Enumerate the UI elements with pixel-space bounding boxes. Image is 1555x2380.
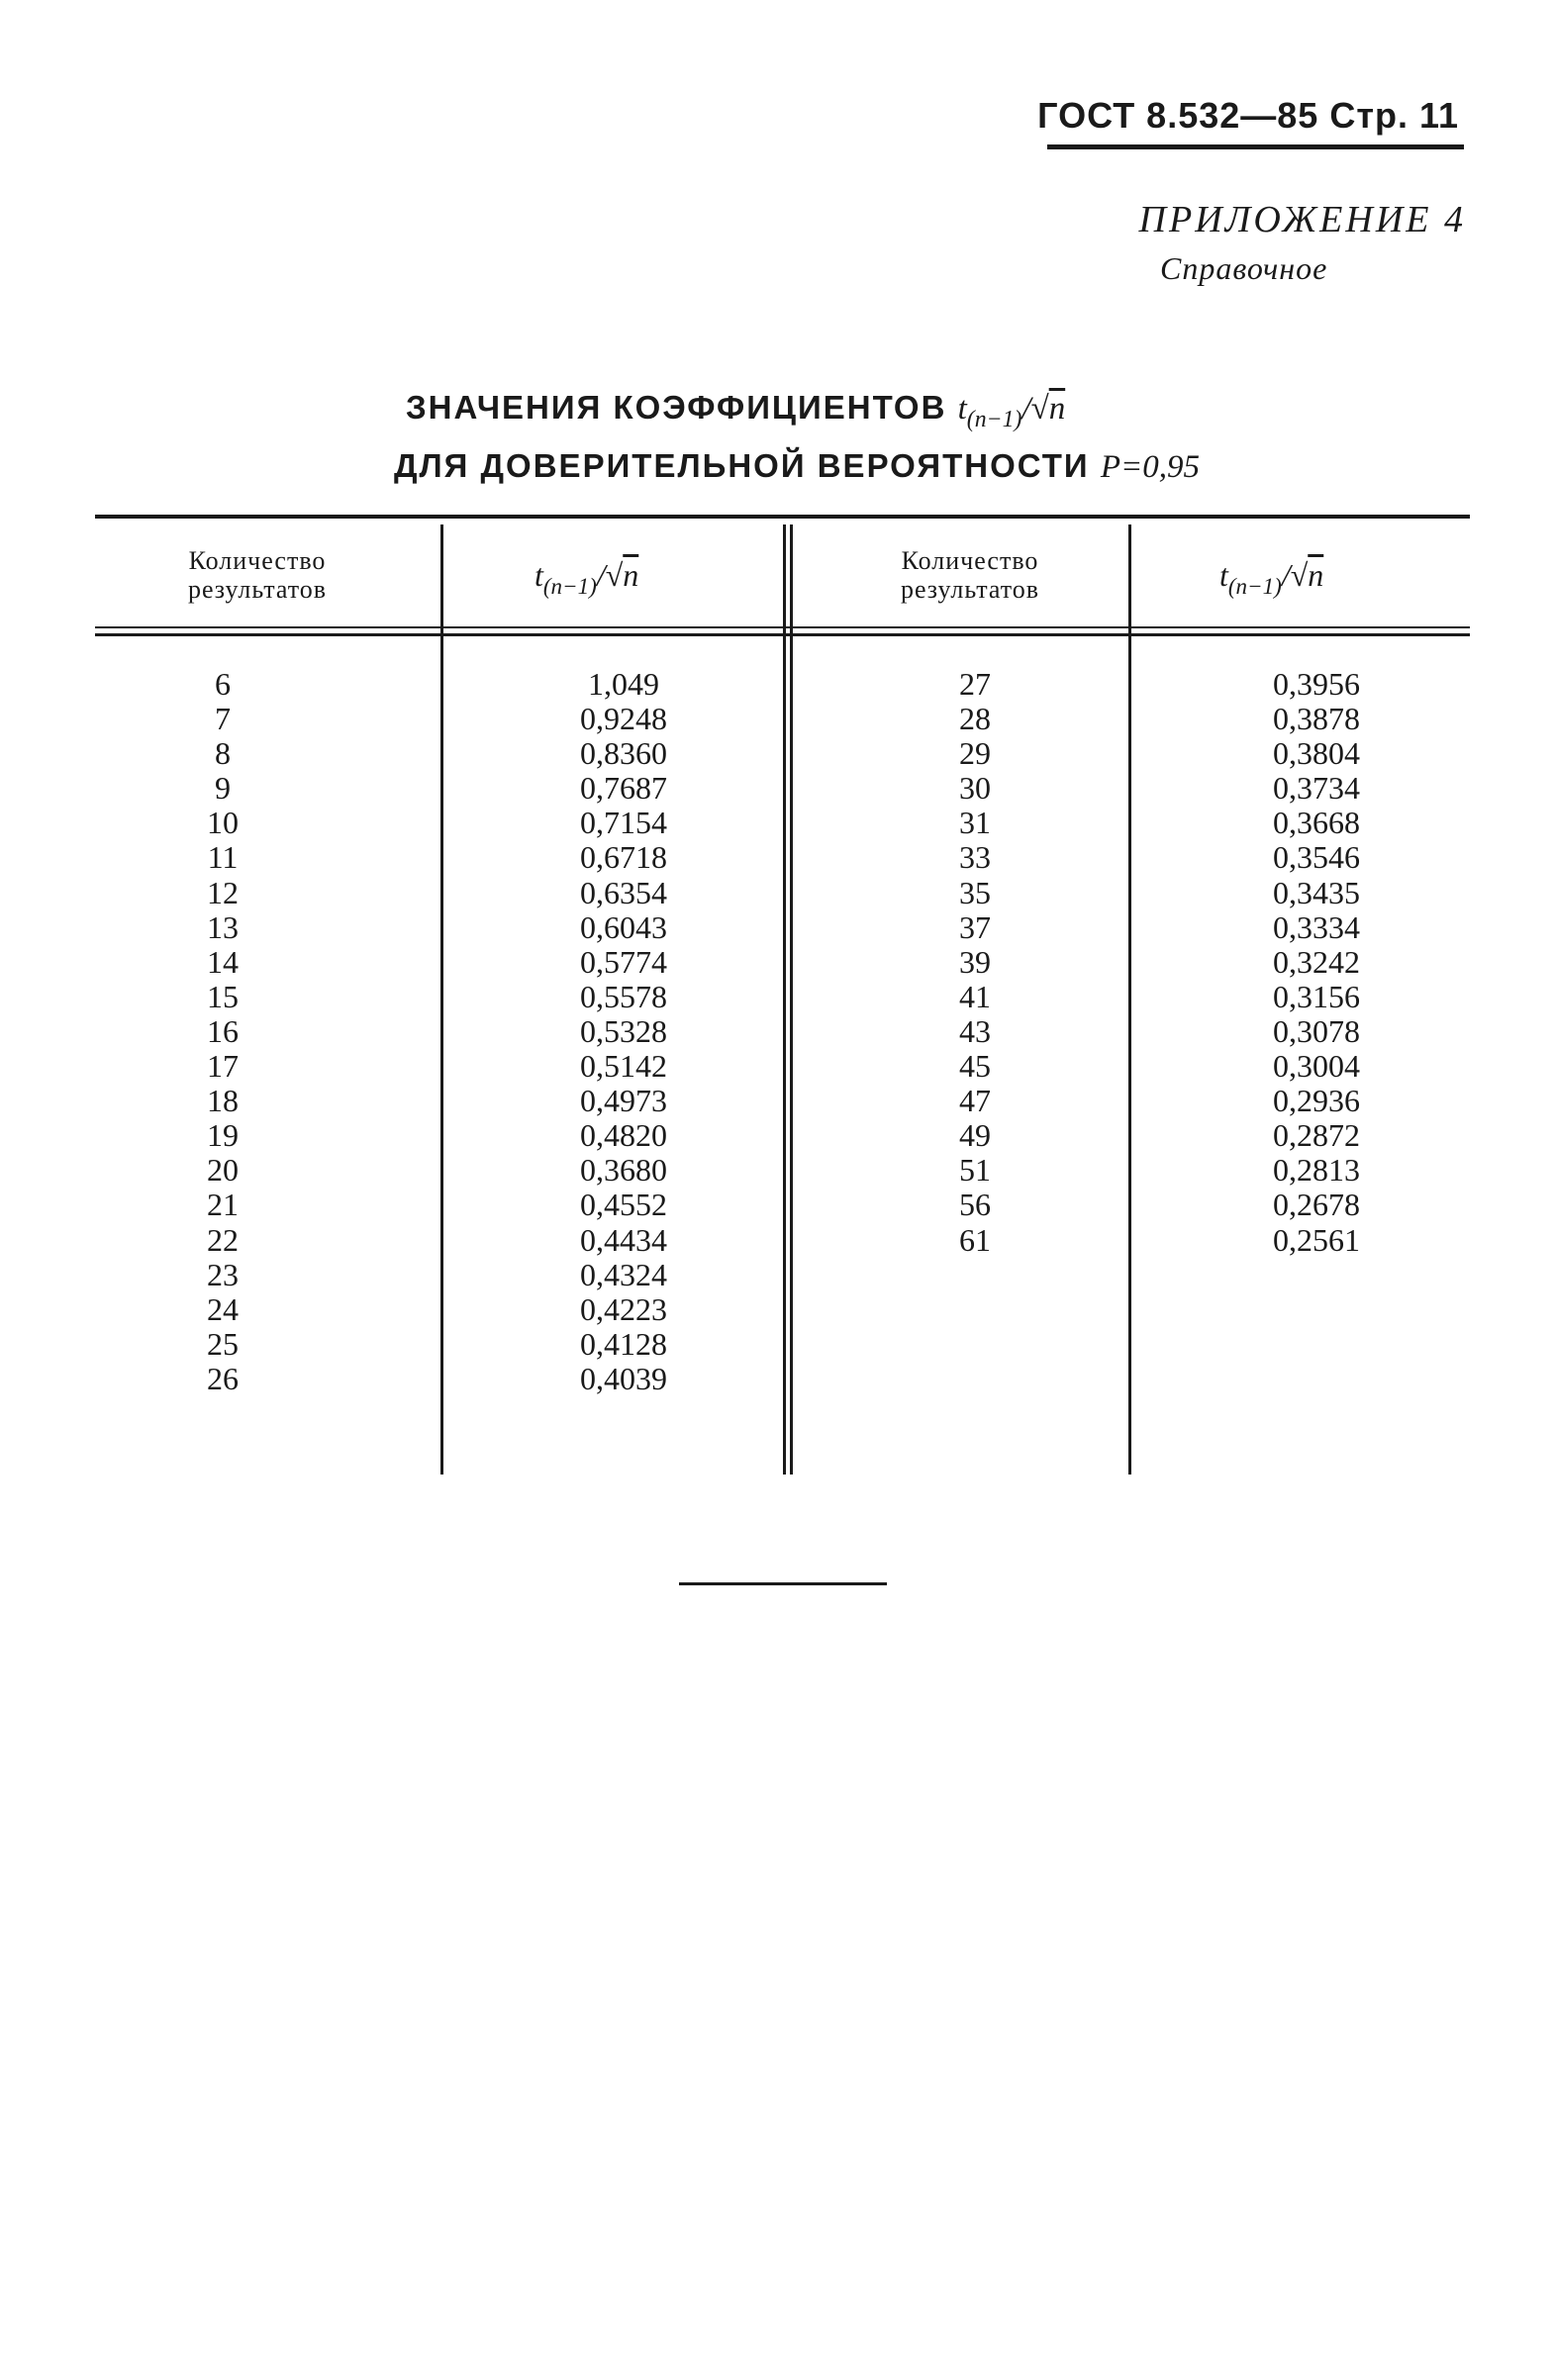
coefficient-cell: 0,7687 — [580, 770, 667, 807]
formula-sub: (n−1) — [966, 407, 1022, 433]
table-top-rule — [95, 515, 1470, 519]
table-title-line-2 — [394, 447, 1200, 486]
formula-slash: / — [1021, 391, 1031, 427]
count-cell: 51 — [959, 1152, 991, 1189]
coefficient-cell: 0,6043 — [580, 908, 667, 945]
count-cell: 29 — [959, 735, 991, 772]
count-cell: 35 — [959, 874, 991, 910]
count-cell: 30 — [959, 770, 991, 807]
coefficient-cell: 0,4434 — [580, 1221, 667, 1258]
count-cell: 18 — [207, 1083, 239, 1119]
coefficient-cell: 0,2872 — [1273, 1117, 1360, 1154]
count-cell: 14 — [207, 943, 239, 980]
coefficient-cell: 0,2561 — [1273, 1221, 1360, 1258]
count-cell: 41 — [959, 978, 991, 1014]
column-count-right — [901, 667, 1049, 1258]
header-count-line2: результатов — [900, 575, 1040, 604]
count-cell: 12 — [207, 874, 239, 910]
coefficient-cell: 0,5142 — [580, 1048, 667, 1085]
formula-sub: (n−1) — [1227, 573, 1282, 600]
coefficient-cell: 0,2936 — [1273, 1083, 1360, 1119]
count-cell: 13 — [207, 908, 239, 945]
count-cell: 31 — [959, 805, 991, 841]
coefficient-cell: 0,8360 — [580, 735, 667, 772]
formula-t: t — [1219, 557, 1228, 593]
count-cell: 49 — [959, 1117, 991, 1154]
table-column-divider — [440, 524, 443, 1475]
column-coefficient-right — [1242, 667, 1391, 1258]
count-cell: 20 — [207, 1152, 239, 1189]
count-cell: 33 — [959, 839, 991, 876]
column-header-coefficient-left — [535, 557, 639, 600]
header-count-line1: Количество — [901, 546, 1039, 575]
appendix-subtitle: Справочное — [1160, 250, 1328, 286]
formula-n: n — [623, 557, 639, 593]
count-cell: 22 — [207, 1221, 239, 1258]
coefficient-cell: 0,3680 — [580, 1152, 667, 1189]
formula-slash: / — [1281, 557, 1291, 593]
coefficient-cell: 0,5774 — [580, 943, 667, 980]
count-cell: 61 — [959, 1221, 991, 1258]
coefficient-cell: 0,6354 — [580, 874, 667, 910]
coefficient-cell: 1,049 — [588, 666, 659, 702]
count-cell: 37 — [959, 908, 991, 945]
coefficient-cell: 0,4552 — [580, 1187, 667, 1223]
formula-slash: / — [596, 557, 606, 593]
table-title-line-1 — [406, 389, 1066, 433]
count-cell: 26 — [207, 1360, 239, 1396]
coefficient-cell: 0,2678 — [1273, 1187, 1360, 1223]
coefficient-cell: 0,4128 — [580, 1325, 667, 1362]
count-cell: 16 — [207, 1012, 239, 1049]
title-line-1-text: ЗНАЧЕНИЯ КОЭФФИЦИЕНТОВ — [406, 389, 947, 426]
count-cell: 56 — [959, 1187, 991, 1223]
formula-root: √ — [605, 557, 624, 593]
formula-root: √ — [1030, 391, 1049, 427]
formula-root: √ — [1290, 557, 1309, 593]
coefficient-cell: 0,3004 — [1273, 1048, 1360, 1085]
count-cell: 23 — [207, 1256, 239, 1292]
coefficient-cell: 0,3878 — [1273, 701, 1360, 737]
coefficient-cell: 0,3156 — [1273, 978, 1360, 1014]
coefficient-cell: 0,7154 — [580, 805, 667, 841]
appendix-title: ПРИЛОЖЕНИЕ 4 — [1138, 199, 1466, 240]
count-cell: 21 — [207, 1187, 239, 1223]
count-cell: 10 — [207, 805, 239, 841]
count-cell: 27 — [959, 666, 991, 702]
formula-t: t — [957, 391, 967, 427]
formula-n: n — [1308, 557, 1324, 593]
coefficient-cell: 0,3546 — [1273, 839, 1360, 876]
count-cell: 7 — [215, 701, 231, 737]
title-formula — [957, 391, 1066, 433]
coefficient-cell: 0,4039 — [580, 1360, 667, 1396]
coefficient-cell: 0,3435 — [1273, 874, 1360, 910]
count-cell: 28 — [959, 701, 991, 737]
table-column-divider — [790, 524, 793, 1475]
coefficient-cell: 0,6718 — [580, 839, 667, 876]
coefficient-cell: 0,2813 — [1273, 1152, 1360, 1189]
column-header-count-right — [836, 546, 1104, 604]
table-column-divider — [1128, 524, 1131, 1475]
coefficient-cell: 0,3668 — [1273, 805, 1360, 841]
header-rule — [1047, 144, 1464, 149]
count-cell: 8 — [215, 735, 231, 772]
formula-sub: (n−1) — [542, 573, 597, 600]
title-line-2-text: ДЛЯ ДОВЕРИТЕЛЬНОЙ ВЕРОЯТНОСТИ — [394, 447, 1090, 484]
coefficient-cell: 0,3804 — [1273, 735, 1360, 772]
header-count-line2: результатов — [187, 575, 328, 604]
count-cell: 9 — [215, 770, 231, 807]
count-cell: 15 — [207, 978, 239, 1014]
coefficient-cell: 0,4324 — [580, 1256, 667, 1292]
count-cell: 17 — [207, 1048, 239, 1085]
coefficient-cell: 0,5328 — [580, 1012, 667, 1049]
formula-n: n — [1048, 391, 1066, 427]
column-coefficient-left — [549, 667, 698, 1396]
header-count-line1: Количество — [188, 546, 327, 575]
count-cell: 24 — [207, 1290, 239, 1327]
coefficient-cell: 0,4973 — [580, 1083, 667, 1119]
column-header-count-left — [119, 546, 396, 604]
coefficient-cell: 0,5578 — [580, 978, 667, 1014]
coefficient-cell: 0,3956 — [1273, 666, 1360, 702]
column-header-coefficient-right — [1219, 557, 1324, 600]
count-cell: 19 — [207, 1117, 239, 1154]
formula-t: t — [535, 557, 543, 593]
column-count-left — [148, 667, 297, 1396]
coefficient-cell: 0,4223 — [580, 1290, 667, 1327]
closing-rule — [679, 1582, 887, 1585]
title-probability: P=0,95 — [1100, 449, 1201, 485]
count-cell: 45 — [959, 1048, 991, 1085]
count-cell: 6 — [215, 666, 231, 702]
coefficient-cell: 0,3334 — [1273, 908, 1360, 945]
coefficient-cell: 0,3242 — [1273, 943, 1360, 980]
coefficient-cell: 0,3078 — [1273, 1012, 1360, 1049]
count-cell: 39 — [959, 943, 991, 980]
coefficient-cell: 0,4820 — [580, 1117, 667, 1154]
count-cell: 11 — [207, 839, 239, 876]
count-cell: 25 — [207, 1325, 239, 1362]
table-column-divider — [783, 524, 786, 1475]
coefficient-cell: 0,9248 — [580, 701, 667, 737]
count-cell: 47 — [959, 1083, 991, 1119]
page-header: ГОСТ 8.532—85 Стр. 11 — [1037, 95, 1459, 136]
coefficient-cell: 0,3734 — [1273, 770, 1360, 807]
count-cell: 43 — [959, 1012, 991, 1049]
